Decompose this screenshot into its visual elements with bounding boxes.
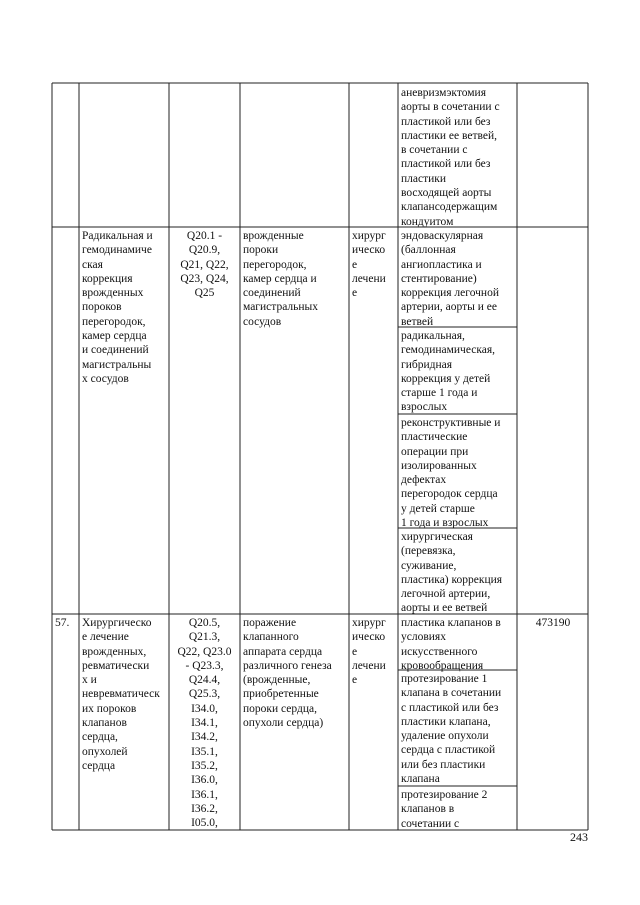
procedure-name-cell: Хирургическо е лечение врожденных, ревматически х и невревматическ их пороков клапанов сердца, опухолей сердца xyxy=(82,617,160,772)
row-number-cell: 57. xyxy=(55,617,70,629)
method-cell: радикальная, гемодинамическая, гибридная коррекция у детей старше 1 года и взрослых xyxy=(401,330,496,414)
method-cell: пластика клапанов в условиях искусственного кровообращения xyxy=(401,617,501,672)
method-cell: реконструктивные и пластические операции при изолированных дефектах перегородок сердца у детей старше 1 года и взрослых xyxy=(401,417,501,530)
method-cell: протезирование 2 клапанов в сочетании с xyxy=(401,789,488,830)
procedure-name-cell: Радикальная и гемодинамиче ская коррекция врожденных пороков перегородок, камер сердца и соединений магистральны х сосудов xyxy=(82,230,153,385)
patient-model-cell: врожденные пороки перегородок, камер сердца и соединений магистральных сосудов xyxy=(243,230,319,328)
treatment-type-cell: хирург ическо е лечени е xyxy=(352,230,386,300)
method-cell: протезирование 1 клапана в сочетании с пластикой или без пластики клапана, удаление опухоли сердца с пластикой или без пластики клапана xyxy=(401,673,502,786)
page-number: 243 xyxy=(570,830,588,844)
treatment-type-cell: хирург ическо е лечени е xyxy=(352,617,386,687)
icd-codes-cell: Q20.1 - Q20.9, Q21, Q22, Q23, Q24, Q25 xyxy=(180,230,229,300)
icd-codes-cell: Q20.5, Q21.3, Q22, Q23.0 - Q23.3, Q24.4, Q25.3, I34.0, I34.1, I34.2, I35.1, I35.2, I36.0, I36.1, I36.2, I05.0, xyxy=(177,617,232,830)
norm-value-cell: 473190 xyxy=(535,617,571,629)
method-cell: хирургическая (перевязка, суживание, пластика) коррекция легочной артерии, аорты и ее ветвей xyxy=(401,531,503,615)
method-cell: аневризмэктомия аорты в сочетании с пластикой или без пластики ее ветвей, в сочетании с пластикой или без пластики восходящей аорты клапансодержащим кондуитом xyxy=(401,87,500,228)
patient-model-cell: поражение клапанного аппарата сердца различного генеза (врожденные, приобретенные пороки сердца, опухоли сердца) xyxy=(243,617,332,730)
method-cell: эндоваскулярная (баллонная ангиопластика и стентирование) коррекция легочной артерии, аорты и ее ветвей xyxy=(401,230,499,328)
